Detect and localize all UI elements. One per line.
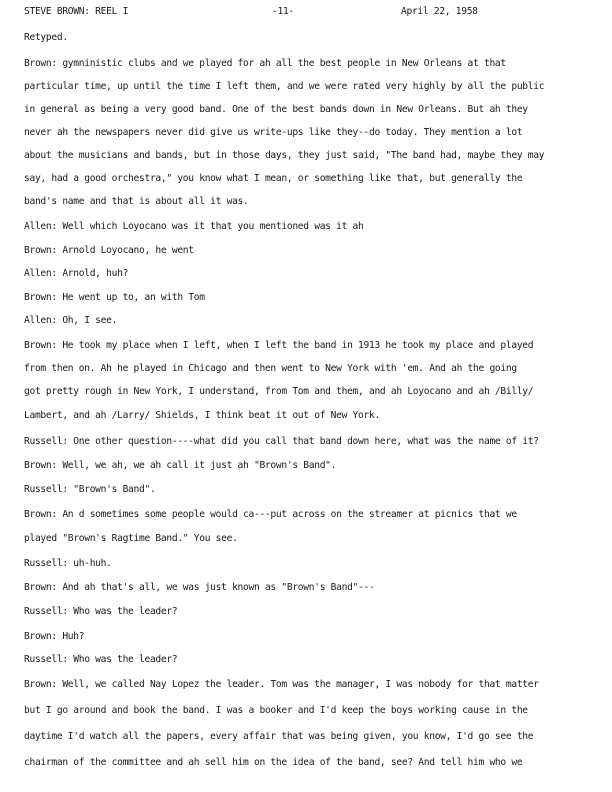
transcript-line: particular time, up until the time I left them, and we were rated very highly by all the public xyxy=(24,81,545,92)
transcript-line: Lambert, and ah /Larry/ Shields, I think beat it out of New York. xyxy=(24,410,380,421)
transcript-line: got pretty rough in New York, I understand, from Tom and them, and ah Loyocano and ah /Billy/ xyxy=(24,386,534,397)
interview-date: April 22, 1958 xyxy=(401,6,478,17)
transcript-line: played "Brown's Ragtime Band." You see. xyxy=(24,533,238,544)
transcript-line: daytime I'd watch all the papers, every affair that was being given, you know, I'd go see the xyxy=(24,731,534,742)
transcript-line: Russell: Who was the leader? xyxy=(24,606,178,617)
transcript-line: band's name and that is about all it was. xyxy=(24,196,249,207)
transcript-line: chairman of the committee and ah sell him on the idea of the band, see? And tell him who we xyxy=(24,757,523,768)
transcript-line: Allen: Well which Loyocano was it that you mentioned was it ah xyxy=(24,221,364,232)
transcript-line: Brown: Huh? xyxy=(24,631,85,642)
transcript-line: Brown: Well, we ah, we ah call it just ah "Brown's Band". xyxy=(24,460,337,471)
transcript-line: Russell: uh-huh. xyxy=(24,558,112,569)
retyped-note: Retyped. xyxy=(24,32,68,43)
transcript-line: Russell: "Brown's Band". xyxy=(24,484,156,495)
transcript-line: Brown: He went up to, an with Tom xyxy=(24,292,205,303)
transcript-line: but I go around and book the band. I was a booker and I'd keep the boys working cause in the xyxy=(24,705,528,716)
transcript-line: Allen: Arnold, huh? xyxy=(24,268,129,279)
transcript-line: Russell: One other question----what did you call that band down here, what was the name of it? xyxy=(24,436,539,447)
transcript-line: in general as being a very good band. One of the best bands down in New Orleans. But ah they xyxy=(24,104,528,115)
transcript-line: Brown: And ah that's all, we was just known as "Brown's Band"--- xyxy=(24,582,375,593)
transcript-line: Brown: Arnold Loyocano, he went xyxy=(24,245,194,256)
transcript-line: Brown: An d sometimes some people would ca---put across on the streamer at picnics that we xyxy=(24,509,517,520)
transcript-line: Brown: gymninistic clubs and we played for ah all the best people in New Orleans at that xyxy=(24,58,506,69)
transcript-line: from then on. Ah he played in Chicago and then went to New York with 'em. And ah the going xyxy=(24,363,517,374)
transcript-line: about the musicians and bands, but in those days, they just said, "The band had, maybe they may xyxy=(24,150,545,161)
reel-title: STEVE BROWN: REEL I xyxy=(24,6,129,17)
transcript-line: Brown: He took my place when I left, when I left the band in 1913 he took my place and played xyxy=(24,340,534,351)
transcript-line: Brown: Well, we called Nay Lopez the leader. Tom was the manager, I was nobody for that matter xyxy=(24,679,539,690)
transcript-line: say, had a good orchestra," you know what I mean, or something like that, but generally the xyxy=(24,173,523,184)
transcript-line: Russell: Who was the leader? xyxy=(24,654,178,665)
transcript-line: never ah the newspapers never did give us write-ups like they--do today. They mention a lot xyxy=(24,127,523,138)
page-number: -11- xyxy=(272,6,294,17)
transcript-line: Allen: Oh, I see. xyxy=(24,315,118,326)
